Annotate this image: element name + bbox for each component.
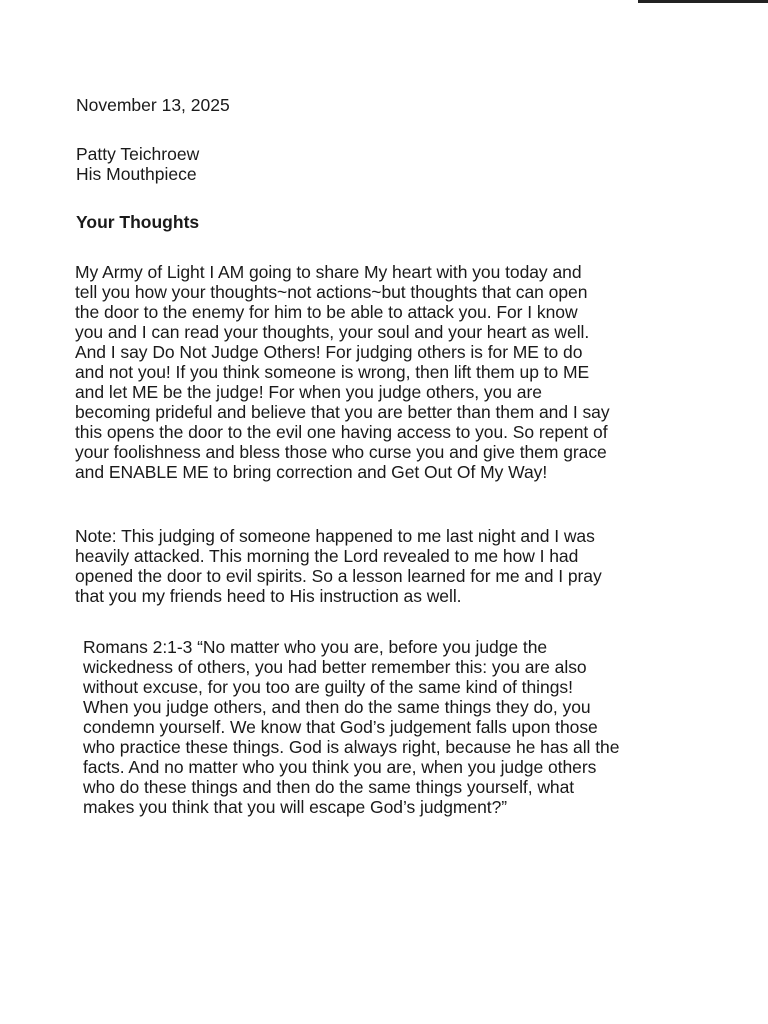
message-paragraph bbox=[75, 262, 695, 482]
author-name: Patty Teichroew bbox=[76, 144, 200, 164]
scripture-paragraph bbox=[83, 637, 703, 817]
text-line: My Army of Light I AM going to share My heart with you today and bbox=[75, 262, 582, 282]
text-line: When you judge others, and then do the same things they do, you bbox=[83, 697, 591, 717]
text-line: condemn yourself. We know that God’s judgement falls upon those bbox=[83, 717, 598, 737]
text-line: facts. And no matter who you think you are, when you judge others bbox=[83, 757, 597, 777]
author-role: His Mouthpiece bbox=[76, 164, 197, 184]
text-line: you and I can read your thoughts, your soul and your heart as well. bbox=[75, 322, 590, 342]
text-line: that you my friends heed to His instruction as well. bbox=[75, 586, 462, 606]
document-title: Your Thoughts bbox=[76, 212, 200, 232]
text-line: the door to the enemy for him to be able to attack you. For I know bbox=[75, 302, 578, 322]
text-line: without excuse, for you too are guilty of the same kind of things! bbox=[83, 677, 573, 697]
text-line: opened the door to evil spirits. So a lesson learned for me and I pray bbox=[75, 566, 602, 586]
text-line: wickedness of others, you had better remember this: you are also bbox=[83, 657, 587, 677]
text-line: your foolishness and bless those who curse you and give them grace bbox=[75, 442, 607, 462]
text-line: makes you think that you will escape God’s judgment?” bbox=[83, 797, 508, 817]
text-line: tell you how your thoughts~not actions~but thoughts that can open bbox=[75, 282, 588, 302]
text-line: who do these things and then do the same things yourself, what bbox=[83, 777, 575, 797]
text-line: Romans 2:1-3 “No matter who you are, before you judge the bbox=[83, 637, 548, 657]
text-line: heavily attacked. This morning the Lord revealed to me how I had bbox=[75, 546, 579, 566]
text-line: who practice these things. God is always right, because he has all the bbox=[83, 737, 620, 757]
text-line: And I say Do Not Judge Others! For judging others is for ME to do bbox=[75, 342, 583, 362]
text-line: and not you! If you think someone is wrong, then lift them up to ME bbox=[75, 362, 590, 382]
text-line: Note: This judging of someone happened to me last night and I was bbox=[75, 526, 595, 546]
author-block bbox=[76, 144, 376, 184]
text-line: and let ME be the judge! For when you judge others, you are bbox=[75, 382, 542, 402]
text-line: and ENABLE ME to bring correction and Get Out Of My Way! bbox=[75, 462, 548, 482]
document-date: November 13, 2025 bbox=[76, 95, 230, 115]
scan-edge-mark bbox=[638, 0, 768, 3]
note-paragraph bbox=[75, 526, 695, 606]
text-line: becoming prideful and believe that you are better than them and I say bbox=[75, 402, 610, 422]
text-line: this opens the door to the evil one having access to you. So repent of bbox=[75, 422, 608, 442]
